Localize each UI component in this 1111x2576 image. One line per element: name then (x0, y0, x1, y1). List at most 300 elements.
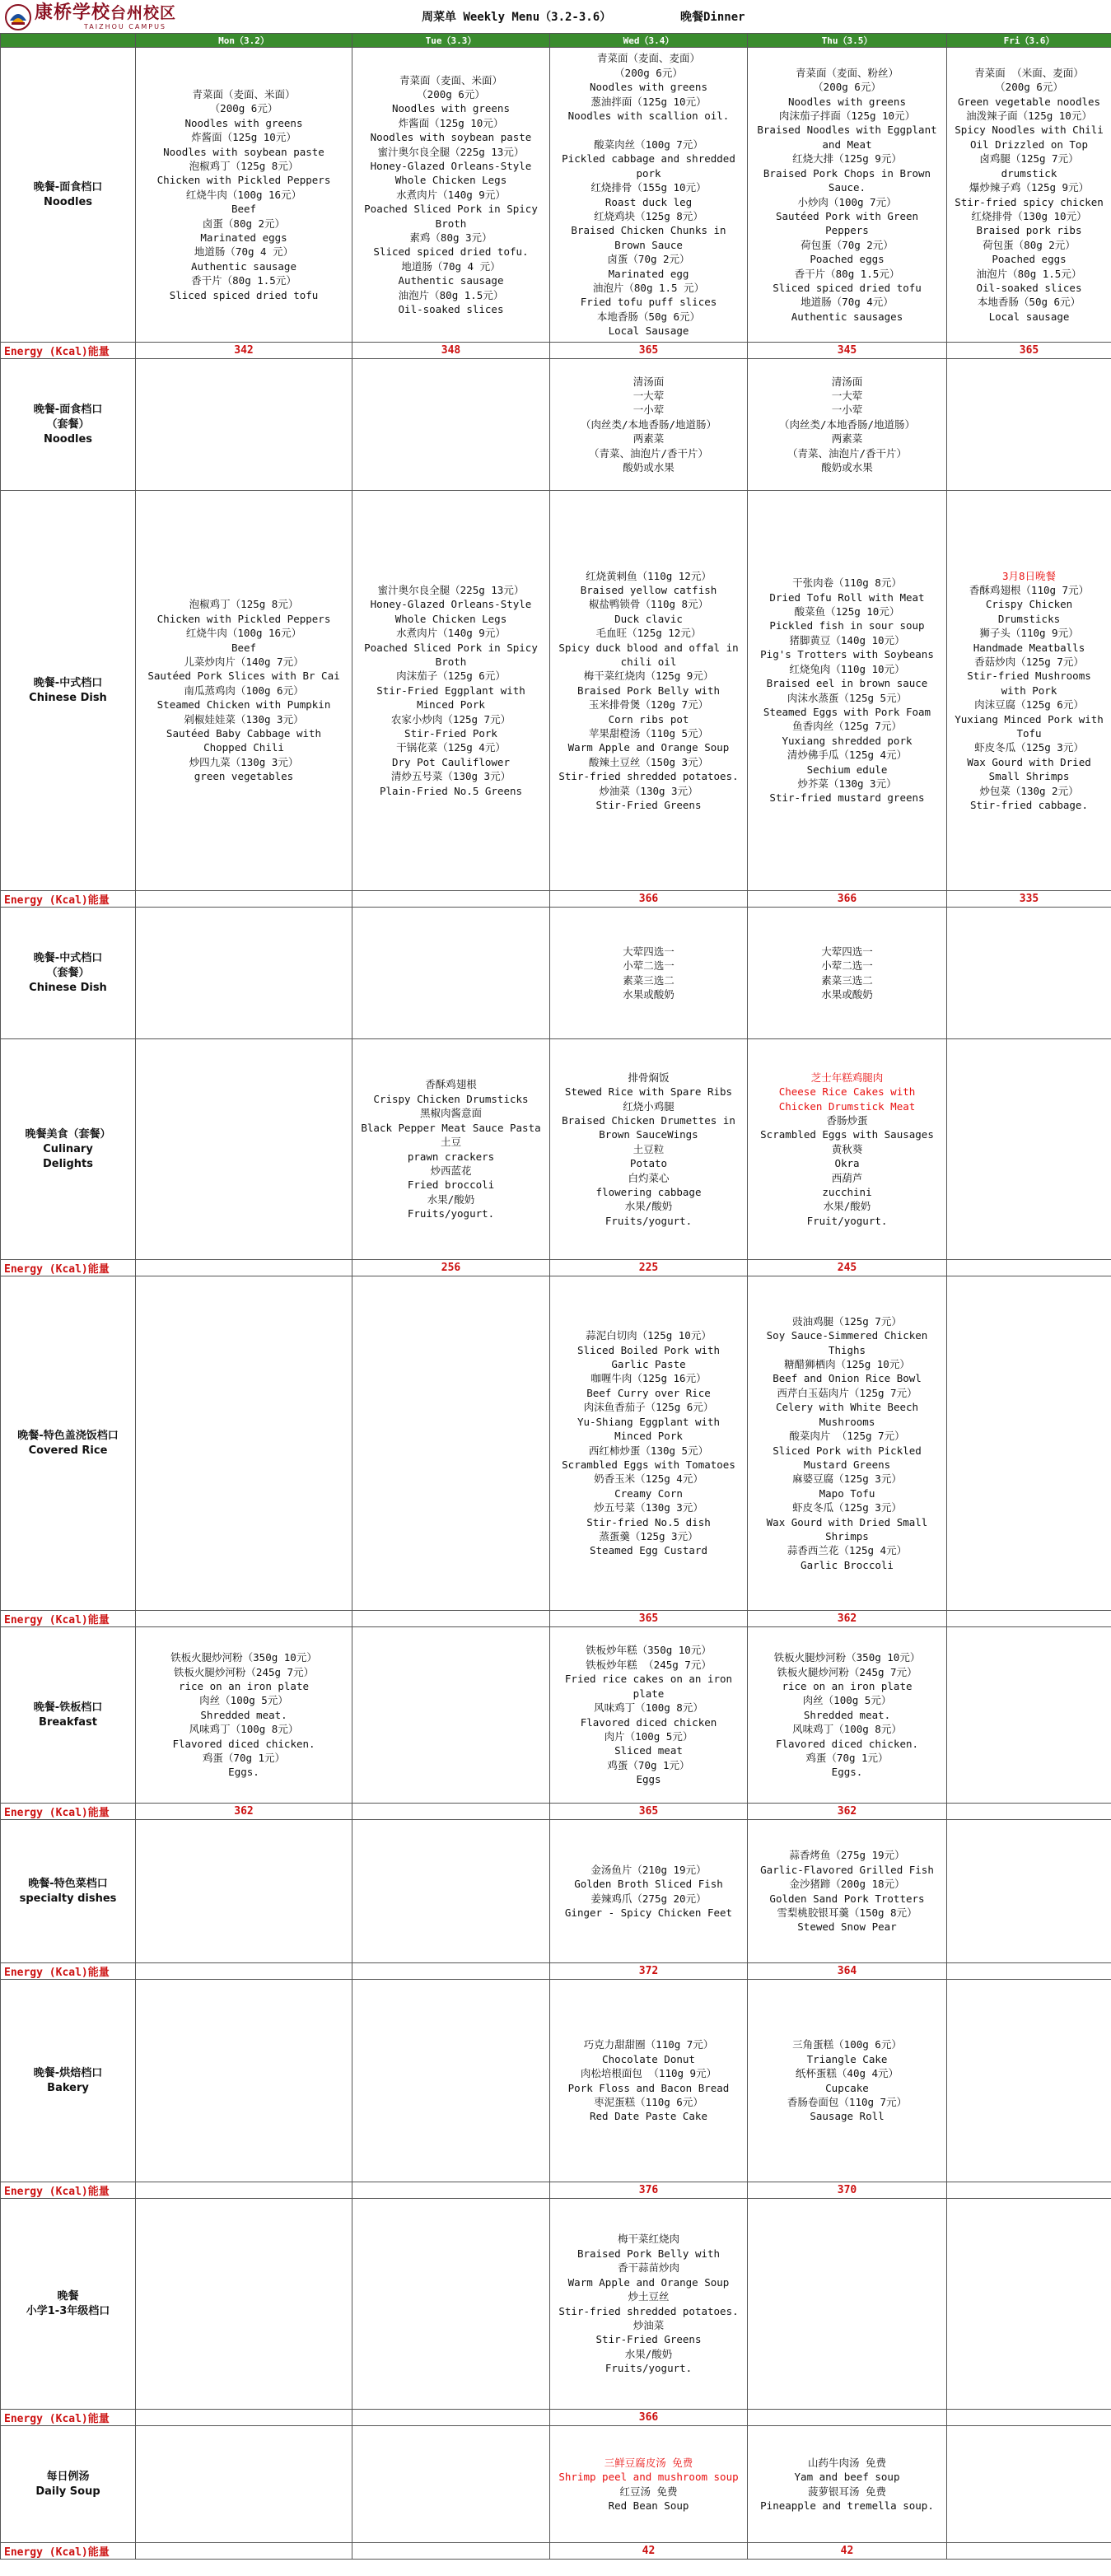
energy-value (947, 1804, 1111, 1820)
dish-line: Local sausage (988, 310, 1070, 323)
dish-line: 纸杯蛋糕（40g 4元） (795, 2067, 899, 2080)
dish-line: Stir-Fried Greens (595, 2333, 702, 2346)
dish-line: 梅干菜红烧肉 (617, 2233, 679, 2246)
dish-line: Stewed Rice with Spare Ribs (564, 1085, 733, 1099)
dish-line: 咖喱牛肉（125g 16元） (591, 1372, 707, 1385)
energy-row (1, 1963, 1111, 1980)
dish-line: Chocolate Donut (602, 2052, 695, 2065)
energy-value: 365 (550, 1804, 748, 1820)
energy-value: 345 (748, 343, 947, 359)
dish-line: 白灼菜心 (628, 1171, 670, 1184)
dish-line: 肉沫水蒸蛋（125g 5元） (787, 691, 908, 704)
dish-line: 油泡片（80g 1.5元） (976, 267, 1082, 280)
menu-cell (136, 2426, 352, 2543)
category-label (1, 2426, 136, 2543)
dish-line: 铁板火腿炒河粉（245g 7元） (777, 1665, 917, 1678)
dish-line: Beef (231, 203, 257, 216)
dish-line: 一大荤 (831, 389, 863, 402)
dish-line: 鸡蛋（70g 1元） (805, 1752, 889, 1765)
menu-cell (550, 1276, 748, 1611)
dish-line: 水果/酸奶 (624, 2347, 673, 2360)
energy-label: Energy (Kcal)能量 (1, 1963, 136, 1980)
energy-value (947, 2182, 1111, 2199)
dish-line: Stir-fried shredded potatoes. (558, 770, 739, 783)
dish-line: 炒包菜（130g 2元） (979, 784, 1079, 797)
dish-line: Sauce. (828, 181, 866, 194)
dish-line: 狮子头（110g 9元） (979, 627, 1079, 640)
dish-line: 红豆汤 免费 (619, 2485, 678, 2498)
dish-line: 油泡片（80g 1.5元） (398, 288, 504, 301)
dish-line: Spicy duck blood and offal in (558, 641, 739, 654)
dish-line: Stewed Snow Pear (797, 1920, 897, 1934)
dish-line: with Pork (1001, 684, 1057, 697)
dish-line: Pineapple and tremella soup. (760, 2499, 934, 2512)
dish-line: Roast duck leg (605, 195, 693, 208)
energy-value: 366 (550, 2410, 748, 2426)
dish-line: Marinated eggs (200, 231, 287, 245)
menu-cell (352, 491, 550, 891)
dish-line: Plain-Fried No.5 Greens (379, 784, 523, 797)
dish-line: 香菇炒肉（125g 7元） (974, 655, 1084, 668)
dish-line: Braised Pork Belly with (577, 684, 721, 697)
dish-line: Stir-fried spicy chicken (955, 195, 1104, 208)
dish-line: Fried rice cakes on an iron (564, 1673, 733, 1686)
dish-line: Noodles with scallion oil. (567, 110, 730, 123)
dish-line: 清汤面 (633, 375, 665, 388)
dish-line: Fruits/yogurt. (605, 1214, 693, 1227)
dish-line: Sautéed Baby Cabbage with (166, 727, 322, 740)
dish-line: 水煮肉片（140g 9元） (396, 627, 506, 640)
dish-line: 香肠炒蛋 (826, 1113, 868, 1127)
dish-line: （200g 6元） (995, 81, 1063, 94)
dish-line: Sechium edule (806, 763, 888, 776)
dish-line: Oil Drizzled on Top (970, 138, 1088, 151)
menu-section-row (1, 2199, 1111, 2410)
dish-line: 肉片（100g 5元） (604, 1729, 693, 1743)
dish-line: Beef Curry over Rice (586, 1386, 711, 1399)
dish-line: 炒四九菜（130g 3元） (189, 755, 299, 768)
dish-line: 酸奶或水果 (821, 461, 873, 474)
dish-line: Chopped Chili (203, 741, 284, 754)
dish-line: Corn ribs pot (608, 712, 689, 726)
dish-line: Marinated egg (608, 267, 689, 280)
dish-line: Steamed Egg Custard (590, 1544, 707, 1557)
dish-line: Noodles with greens (392, 102, 510, 115)
energy-label: Energy (Kcal)能量 (1, 343, 136, 359)
menu-cell (352, 1276, 550, 1611)
dish-line: Noodles with greens (184, 116, 303, 129)
dish-line: 炸酱面（125g 10元） (191, 131, 296, 144)
dish-line: Chicken Drumstick Meat (778, 1099, 916, 1113)
dish-line: Oil-soaked slices (976, 281, 1082, 294)
dish-line: 鸡蛋（70g 1元） (202, 1752, 286, 1765)
dish-line: Yuxiang shredded pork (782, 734, 913, 747)
menu-cell (136, 1276, 352, 1611)
dish-line: Dried Tofu Roll with Meat (769, 590, 925, 604)
menu-cell (352, 2199, 550, 2410)
menu-section-row (1, 2426, 1111, 2543)
energy-value: 362 (748, 1804, 947, 1820)
category-label (1, 1276, 136, 1611)
dish-line: 葱油拌面（125g 10元） (591, 95, 707, 108)
category-label (1, 1627, 136, 1804)
energy-value: 366 (748, 891, 947, 908)
category-label-line: Noodles (43, 432, 93, 446)
dish-line: Mapo Tofu (819, 1486, 875, 1500)
energy-value: 42 (550, 2543, 748, 2560)
dish-line: Yu-Shiang Eggplant with (577, 1415, 721, 1428)
dish-line: Noodles with greens (590, 81, 707, 94)
dish-line: Warm Apple and Orange Soup (567, 2275, 730, 2289)
dish-line: Brown SauceWings (599, 1128, 698, 1141)
energy-row (1, 2543, 1111, 2560)
dish-line: 酸菜肉片 （125g 7元） (789, 1430, 905, 1443)
dish-line: 青菜面 （米面、麦面） (974, 66, 1084, 79)
dish-line: 红烧兔肉（110g 10元） (789, 662, 905, 675)
category-label (1, 908, 136, 1039)
category-label (1, 1039, 136, 1260)
energy-label: Energy (Kcal)能量 (1, 1260, 136, 1276)
energy-label: Energy (Kcal)能量 (1, 1611, 136, 1627)
dish-line: 铁板火腿炒河粉（350g 10元） (773, 1651, 921, 1664)
menu-cell (947, 2426, 1111, 2543)
dish-line: （肉丝类/本地香肠/地道肠） (778, 418, 916, 431)
dish-line: zucchini (822, 1186, 872, 1199)
dish-line: Braised Pork Belly with (577, 2247, 721, 2260)
dish-line: Eggs (636, 1773, 661, 1786)
dish-line: Authentic sausage (398, 274, 504, 287)
dish-line: Fruit/yogurt. (806, 1214, 888, 1227)
dish-line: Broth (435, 217, 467, 230)
dish-line: Yuxiang Minced Pork with (955, 712, 1104, 726)
dish-line: 梅干菜红烧肉（125g 9元） (583, 670, 714, 683)
menu-title: 周菜单 Weekly Menu（3.2-3.6） (422, 11, 612, 24)
energy-value (352, 891, 550, 908)
dish-line: Spicy Noodles with Chili (955, 124, 1104, 137)
energy-value (352, 2543, 550, 2560)
category-label-line: Chinese Dish (29, 691, 107, 704)
menu-cell (352, 1820, 550, 1963)
dish-line: 炒西蓝花 (430, 1164, 472, 1177)
dish-line: 姜辣鸡爪（275g 20元） (591, 1892, 707, 1905)
dish-line: 肉沫鱼香茄子（125g 6元） (583, 1401, 714, 1414)
category-label-line: Covered Rice (28, 1444, 108, 1457)
category-label-line: Breakfast (39, 1715, 97, 1729)
menu-cell (550, 48, 748, 343)
dish-line: 一大荤 (633, 389, 665, 402)
energy-value (947, 1260, 1111, 1276)
dish-line: Sliced Pork with Pickled (773, 1444, 922, 1457)
category-label-line: （套餐） (46, 418, 90, 431)
dish-line: green vegetables (194, 770, 294, 783)
dish-line: 金沙猪蹄（200g 18元） (789, 1878, 905, 1891)
dish-line: 两素菜 (831, 432, 863, 446)
dish-line: Garlic Broccoli (801, 1558, 894, 1571)
category-label-line: specialty dishes (19, 1892, 117, 1905)
school-emblem-icon (5, 4, 31, 30)
energy-value: 362 (748, 1611, 947, 1627)
dish-line: Oil-soaked slices (398, 303, 504, 316)
menu-section-row (1, 48, 1111, 343)
menu-cell (947, 491, 1111, 891)
dish-line: 荷包蛋（70g 2元） (801, 238, 894, 251)
menu-cell (748, 1627, 947, 1804)
weekly-menu-table (0, 33, 1111, 2560)
energy-value: 335 (947, 891, 1111, 908)
dish-line: 三鲜豆腐皮汤 免费 (604, 2456, 693, 2469)
dish-line: Ginger - Spicy Chicken Feet (564, 1906, 733, 1919)
dish-line: Minced Pork (614, 1430, 683, 1443)
dish-line: Poached eggs (992, 253, 1067, 266)
category-label (1, 2199, 136, 2410)
menu-cell (748, 48, 947, 343)
menu-cell (748, 908, 947, 1039)
dish-line: （200g 6元） (417, 87, 485, 100)
dish-line: 芝士年糕鸡腿肉 (810, 1071, 884, 1084)
dish-line: Stir-Fried Greens (595, 799, 702, 812)
day-header-row (1, 34, 1111, 48)
energy-value (352, 2182, 550, 2199)
dish-line: 大荤四选一 (623, 945, 675, 958)
menu-cell (748, 1820, 947, 1963)
menu-cell (136, 491, 352, 891)
dish-line: 卤蛋（70g 2元） (607, 253, 690, 266)
energy-value (352, 1963, 550, 1980)
energy-value: 245 (748, 1260, 947, 1276)
menu-cell (550, 491, 748, 891)
dish-line: Braised Chicken Drumettes in (562, 1113, 735, 1127)
dish-line: Thighs (828, 1343, 866, 1356)
menu-cell (136, 1627, 352, 1804)
menu-cell (947, 1980, 1111, 2182)
dish-line: Pickled cabbage and shredded (562, 152, 735, 166)
menu-cell (136, 2199, 352, 2410)
dish-line: 红烧牛肉（100g 16元） (185, 188, 302, 201)
dish-line: 蒜香烤鱼（275g 19元） (789, 1849, 905, 1862)
energy-value (352, 2410, 550, 2426)
dish-line: Peppers (825, 224, 869, 237)
energy-value (136, 1611, 352, 1627)
dish-line: 毛血旺（125g 12元） (595, 627, 702, 640)
dish-line: Brown Sauce (614, 238, 683, 251)
dish-line: Celery with White Beech (775, 1401, 919, 1414)
dish-line: 南瓜蒸鸡肉（100g 6元） (184, 684, 304, 697)
menu-cell (748, 1039, 947, 1260)
dish-line: 炒油菜（130g 3元） (599, 784, 698, 797)
dish-line: 香干片（80g 1.5元） (794, 267, 900, 280)
energy-row (1, 1804, 1111, 1820)
dish-line: Beef (231, 641, 257, 654)
dish-line: 风味鸡丁（100g 8元） (792, 1723, 902, 1736)
dish-line: 红烧大排（125g 9元） (792, 152, 902, 166)
dish-line: Soy Sauce-Simmered Chicken (766, 1329, 928, 1342)
dish-line: Green vegetable noodles (957, 95, 1101, 108)
dish-line: Authentic sausage (191, 259, 296, 273)
dish-line: 肉沫茄子拌面（125g 10元） (778, 110, 916, 123)
dish-line: Pig's Trotters with Soybeans (760, 648, 934, 661)
category-label-line: Delights (42, 1157, 94, 1170)
dish-line: 香干片（80g 1.5元） (191, 274, 296, 287)
energy-row (1, 343, 1111, 359)
dish-line: 蜜汁奥尔良全腿（225g 13元） (377, 583, 525, 596)
energy-value: 362 (136, 1804, 352, 1820)
dish-line: 青菜面（麦面、麦面） (596, 52, 700, 65)
category-label (1, 359, 136, 491)
dish-line: Yam and beef soup (794, 2471, 900, 2484)
energy-label: Energy (Kcal)能量 (1, 2543, 136, 2560)
dish-line: Braised yellow catfish (580, 583, 717, 596)
dish-line: Garlic Paste (611, 1358, 686, 1371)
dish-line: 炒五号菜（130g 3元） (594, 1501, 703, 1514)
dish-line: rice on an iron plate (178, 1679, 310, 1692)
menu-section-row (1, 908, 1111, 1039)
dish-line: 酸菜肉丝（100g 7元） (594, 138, 703, 151)
menu-cell (947, 1276, 1111, 1611)
dish-line: 土豆粒 (633, 1142, 665, 1155)
dish-line: （200g 6元） (209, 102, 278, 115)
dish-line: Noodles with soybean paste (163, 145, 324, 158)
category-label-line: 晚餐-面食档口 (33, 403, 103, 416)
energy-value: 364 (748, 1963, 947, 1980)
dish-line: 水果或酸奶 (623, 987, 675, 1001)
dish-line: Crispy Chicken Drumsticks (373, 1092, 529, 1105)
dish-line: 酸辣土豆丝（150g 3元） (588, 755, 709, 768)
dish-line: Small Shrimps (988, 770, 1070, 783)
dish-line: 爆炒辣子鸡（125g 9元） (969, 181, 1090, 194)
menu-cell (136, 359, 352, 491)
dish-line: 卤蛋（80g 2元） (202, 217, 286, 230)
dish-line: Flavored diced chicken. (172, 1737, 315, 1750)
dish-line: 红烧黄剌鱼（110g 12元） (586, 569, 712, 582)
dish-line: Fried broccoli (407, 1178, 495, 1192)
dish-line: Honey-Glazed Orleans-Style (370, 159, 532, 172)
dish-line: Stir-fried Mushrooms (967, 670, 1091, 683)
dish-line: 本地香肠（50g 6元） (977, 296, 1081, 309)
dish-line: 水果/酸奶 (624, 1200, 673, 1213)
dish-line: 西芹白玉菇肉片（125g 7元） (777, 1386, 917, 1399)
menu-cell (550, 2426, 748, 2543)
dish-line: Potato (629, 1157, 668, 1170)
menu-section-row (1, 1980, 1111, 2182)
dish-line: 西葫芦 (831, 1171, 863, 1184)
dish-line: （青菜、油泡片/香干片） (787, 446, 908, 460)
category-label-line: Daily Soup (35, 2485, 100, 2498)
dish-line: Sliced spiced dried tofu (773, 281, 922, 294)
dish-line: 小荤二选一 (623, 959, 675, 973)
dish-line: 大荤四选一 (821, 945, 873, 958)
dish-line: Minced Pork (417, 698, 485, 712)
dish-line: 西红柿炒蛋（130g 5元） (588, 1444, 709, 1457)
dish-line: Sliced spiced dried tofu. (373, 245, 529, 259)
energy-value (947, 2410, 1111, 2426)
menu-cell (550, 1820, 748, 1963)
dish-line: 香酥鸡翅根 (425, 1078, 477, 1091)
dish-line: 土豆 (440, 1136, 461, 1149)
menu-cell (550, 2199, 748, 2410)
energy-row (1, 2410, 1111, 2426)
dish-line: flowering cabbage (595, 1186, 702, 1199)
dish-line: Braised Noodles with Eggplant (757, 124, 937, 137)
dish-line: Noodles with greens (788, 95, 906, 108)
dish-line: 清汤面 (831, 375, 863, 388)
menu-cell (748, 2426, 947, 2543)
dish-line: 水煮肉片（140g 9元） (396, 188, 506, 201)
logo-text: 康桥学校台州校区 (35, 2, 177, 23)
energy-label: Energy (Kcal)能量 (1, 1804, 136, 1820)
menu-cell (352, 1627, 550, 1804)
category-label (1, 48, 136, 343)
dish-line: 素菜三选二 (821, 973, 873, 987)
dish-line: Shredded meat. (803, 1708, 891, 1721)
dish-line: 两素菜 (633, 432, 665, 446)
menu-cell (748, 359, 947, 491)
dish-line: Duck clavic (614, 612, 683, 625)
menu-section-row (1, 1627, 1111, 1804)
dish-line: 玉米排骨煲（120g 7元） (588, 698, 709, 712)
dish-line: 蒸蛋羹（125g 3元） (599, 1529, 698, 1542)
dish-line: Shrimp peel and mushroom soup (558, 2471, 739, 2484)
dish-line: 素菜三选二 (623, 973, 675, 987)
menu-cell (947, 48, 1111, 343)
dish-line: Pickled fish in sour soup (769, 619, 925, 632)
menu-cell (947, 1039, 1111, 1260)
dish-line: Mustard Greens (803, 1458, 891, 1471)
dish-line: 卤鸡腿（125g 7元） (979, 152, 1079, 166)
energy-value (947, 2543, 1111, 2560)
menu-cell (136, 908, 352, 1039)
dish-line: Sliced Boiled Pork with (577, 1343, 721, 1356)
energy-value (136, 2410, 352, 2426)
energy-value: 366 (550, 891, 748, 908)
menu-section-row (1, 359, 1111, 491)
energy-value: 365 (947, 343, 1111, 359)
dish-line: 红烧小鸡腿 (623, 1099, 675, 1113)
energy-row (1, 1611, 1111, 1627)
dish-line: 蜜汁奥尔良全腿（225g 13元） (377, 145, 525, 158)
energy-value: 365 (550, 343, 748, 359)
dish-line: Pork Floss and Bacon Bread (567, 2081, 730, 2094)
category-label-line: 小学1-3年级档口 (26, 2304, 110, 2317)
dish-line: 三角蛋糕（100g 6元） (792, 2038, 902, 2051)
dish-line: 枣泥蛋糕（110g 6元） (594, 2095, 703, 2108)
dish-line: Poached eggs (810, 253, 885, 266)
logo-english: TAIZHOU CAMPUS (84, 23, 167, 30)
dish-line: Warm Apple and Orange Soup (567, 741, 730, 754)
menu-cell (748, 1980, 947, 2182)
energy-row (1, 1260, 1111, 1276)
dish-line: Cupcake (825, 2081, 869, 2094)
dish-line: 炸酱面（125g 10元） (398, 116, 504, 129)
menu-cell (947, 908, 1111, 1039)
dish-line: 黑椒肉酱意面 (419, 1107, 482, 1120)
menu-cell (136, 1980, 352, 2182)
dish-line: 一小荤 (831, 404, 863, 417)
dish-line: Eggs. (228, 1766, 259, 1779)
dish-line: Whole Chicken Legs (394, 612, 507, 625)
dish-line: 油泼辣子面（125g 10元） (966, 110, 1092, 123)
dish-line: Authentic sausages (791, 310, 903, 323)
energy-value (947, 1963, 1111, 1980)
category-label-line: 晚餐 (57, 2289, 79, 2303)
dish-line: Fruits/yogurt. (605, 2362, 693, 2375)
dish-line: Scrambled Eggs with Sausages (760, 1128, 934, 1141)
dish-line: Red Date Paste Cake (590, 2110, 707, 2123)
dish-line: 炒芥菜（130g 3元） (797, 777, 897, 790)
dish-line: Braised pork ribs (976, 224, 1082, 237)
dish-line: Shrimps (825, 1529, 869, 1542)
dish-line: 风味鸡丁（100g 8元） (189, 1723, 299, 1736)
dish-line: Okra (834, 1157, 860, 1170)
